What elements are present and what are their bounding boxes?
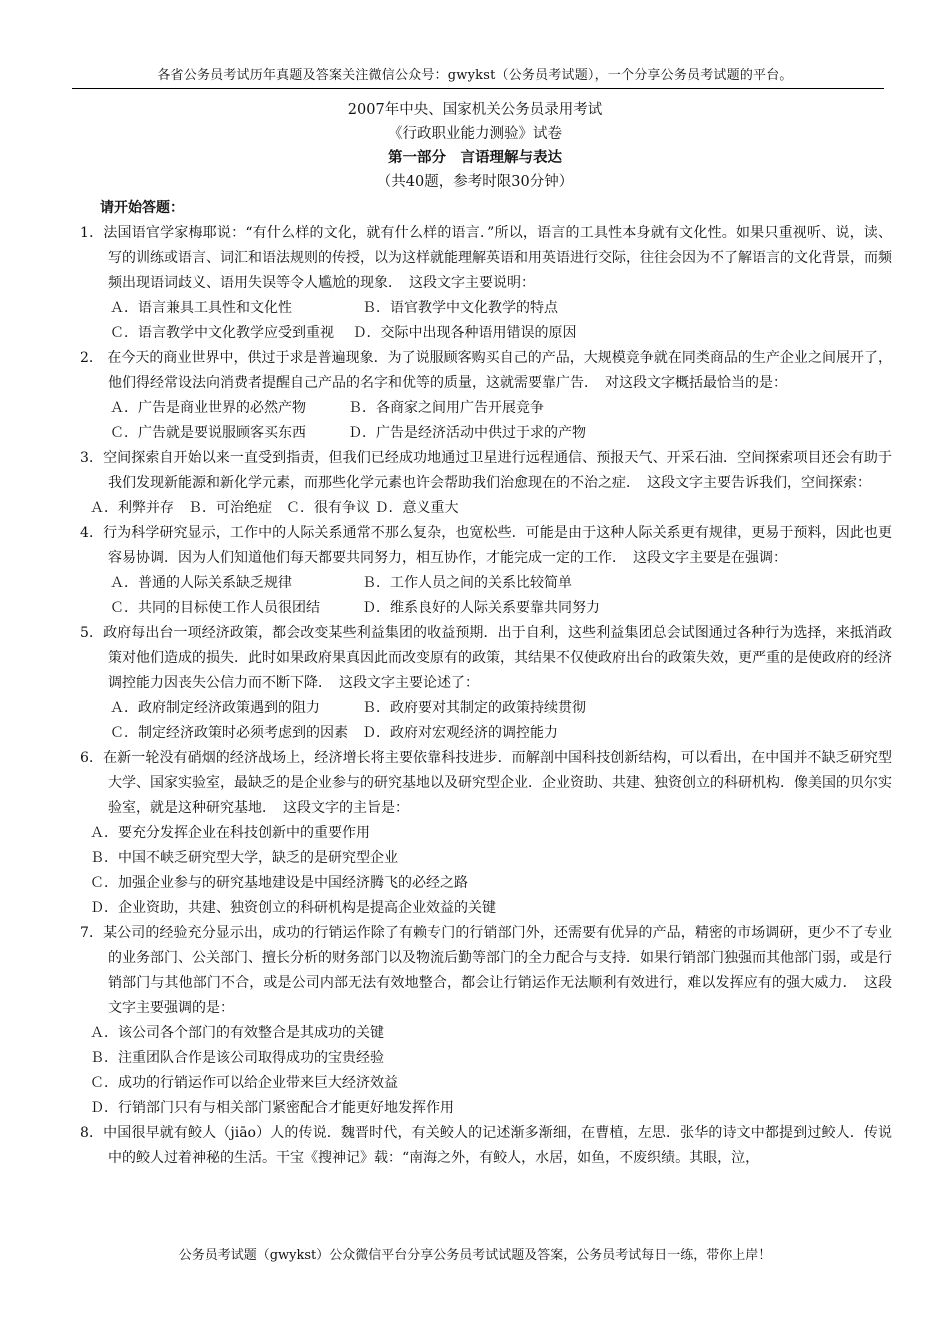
question-2-options-cd: Ｃ．广告就是要说服顾客买东西 Ｄ．广告是经济活动中供过于求的产物 [110,425,586,441]
question-6-option-c: Ｃ．加强企业参与的研究基地建设是中国经济腾飞的必经之路 [90,875,468,891]
question-7: 7．某公司的经验充分显示出，成功的行销运作除了有赖专门的行销部门外，还需要有优异的产品，精密的市场调研，更少不了专业的业务部门、公关部门、擅长分析的财务部门以及物流后勤等部门的全力配合与支持．如果行销部门独强而其他部门弱，或是行销部门与其他部门不合，或是公司内部无法有效地整合，都会让行销运作无法顺利有效进行，难以发挥应有的强大威力． 这段文字主要强调的是： [80,925,892,1016]
question-2-options-ab: Ａ．广告是商业世界的必然产物 Ｂ．各商家之间用广告开展竞争 [110,400,544,416]
title-block [0,98,950,194]
question-5-options-ab: Ａ．政府制定经济政策遇到的阻力 Ｂ．政府要对其制定的政策持续贯彻 [110,700,586,716]
section-note: （共40题，参考时限30分钟） [376,174,574,190]
question-7-option-d: Ｄ．行销部门只有与相关部门紧密配合才能更好地发挥作用 [90,1100,454,1116]
question-6-option-d: Ｄ．企业资助，共建、独资创立的科研机构是提高企业效益的关键 [90,900,496,916]
question-5-options-cd: Ｃ．制定经济政策时必须考虑到的因素 Ｄ．政府对宏观经济的调控能力 [110,725,558,741]
question-6-option-b: Ｂ．中国不峡乏研究型大学，缺乏的是研究型企业 [90,850,398,866]
exam-title: 2007年中央、国家机关公务员录用考试 [347,102,603,118]
question-4-options-cd: Ｃ．共同的目标使工作人员很团结 Ｄ．维系良好的人际关系要靠共同努力 [110,600,600,616]
question-1: 1．法国语官学家梅耶说：“有什么样的文化，就有什么样的语言．”所以，语言的工具性本身就有文化性。如果只重视听、说，读、写的训练或语言、词汇和语法规则的传授，以为这样就能理解英语和用英语进行交际，往往会因为不了解语言的文化背景，而频频出现语词歧义、语用失误等令人尴尬的现象． 这段文字主要说明： [80,225,892,291]
page-footer: 公务员考试题（gwykst）公众微信平台分享公务员考试试题及答案，公务员考试每日一练，带你上岸！ [178,1248,772,1263]
exam-subtitle: 《行政职业能力测验》试卷 [388,126,562,142]
question-3-options: Ａ．利弊并存 Ｂ．可治绝症 Ｃ．很有争议 Ｄ．意义重大 [90,500,459,516]
question-6-option-a: Ａ．要充分发挥企业在科技创新中的重要作用 [90,825,370,841]
question-6: 6．在新一轮没有硝烟的经济战场上，经济增长将主要依靠科技进步．而解剖中国科技创新结构，可以看出，在中国并不缺乏研究型大学、国家实验室，最缺乏的是企业参与的研究基地以及研究型企业．企业资助、共建、独资创立的科研机构．像美国的贝尔实验室，就是这种研究基地． 这段文字的主旨是： [80,750,892,816]
question-7-option-a: Ａ．该公司各个部门的有效整合是其成功的关键 [90,1025,384,1041]
question-7-option-c: Ｃ．成功的行销运作可以给企业带来巨大经济效益 [90,1075,398,1091]
question-8: 8．中国很早就有鲛人（jiāo）人的传说．魏晋时代，有关鲛人的记述渐多渐细，在曹植，左思．张华的诗文中都提到过鲛人．传说中的鲛人过着神秘的生活。干宝《搜神记》载：“南海之外，有鲛人，水居，如鱼，不废织绩。其眼，泣， [80,1125,892,1166]
header-divider [72,88,884,89]
question-5: 5．政府每出台一项经济政策，都会改变某些利益集团的收益预期．出于自利，这些利益集团总会试图通过各种行为选择，来抵消政策对他们造成的损失．此时如果政府果真因此而改变原有的政策，其结果不仅使政府出台的政策失效，更严重的是使政府的经济调控能力因丧失公信力而不断下降． 这段文字主要论述了： [80,625,892,691]
question-4: 4．行为科学研究显示，工作中的人际关系通常不那么复杂，也宽松些．可能是由于这种人际关系更有规律，更易于预料，因此也更容易协调．因为人们知道他们每天都要共同努力，相互协作，才能完成一定的工作． 这段文字主要是在强调： [80,525,892,566]
question-list [72,196,892,1171]
section-title: 第一部分 言语理解与表达 [388,149,562,166]
question-4-options-ab: Ａ．普通的人际关系缺乏规律 Ｂ．工作人员之间的关系比较简单 [110,575,572,591]
page-header: 各省公务员考试历年真题及答案关注微信公众号：gwykst（公务员考试题），一个分享公务员考试题的平台。 [157,68,793,83]
question-7-option-b: Ｂ．注重团队合作是该公司取得成功的宝贵经验 [90,1050,384,1066]
question-1-options-ab: Ａ．语言兼具工具性和文化性 Ｂ．语官教学中文化教学的特点 [110,300,558,316]
question-3: 3．空间探索自开始以来一直受到指责，但我们已经成功地通过卫星进行远程通信、预报天气、开采石油．空间探索项目还会有助于我们发现新能源和新化学元素，而那些化学元素也许会帮助我们治愈现在的不治之症． 这段文字主要告诉我们，空间探索： [80,450,892,491]
question-2: 2． 在今天的商业世界中，供过于求是普遍现象．为了说服顾客购买自己的产品，大规模竞争就在同类商品的生产企业之间展开了，他们得经常设法向消费者提醒自己产品的名字和优等的质量，这就需要靠广告． 对这段文字概括最恰当的是： [80,350,892,391]
start-label: 请开始答题： [100,200,184,216]
question-1-options-cd: Ｃ．语言教学中文化教学应受到重视 Ｄ．交际中出现各种语用错误的原因 [110,325,577,341]
